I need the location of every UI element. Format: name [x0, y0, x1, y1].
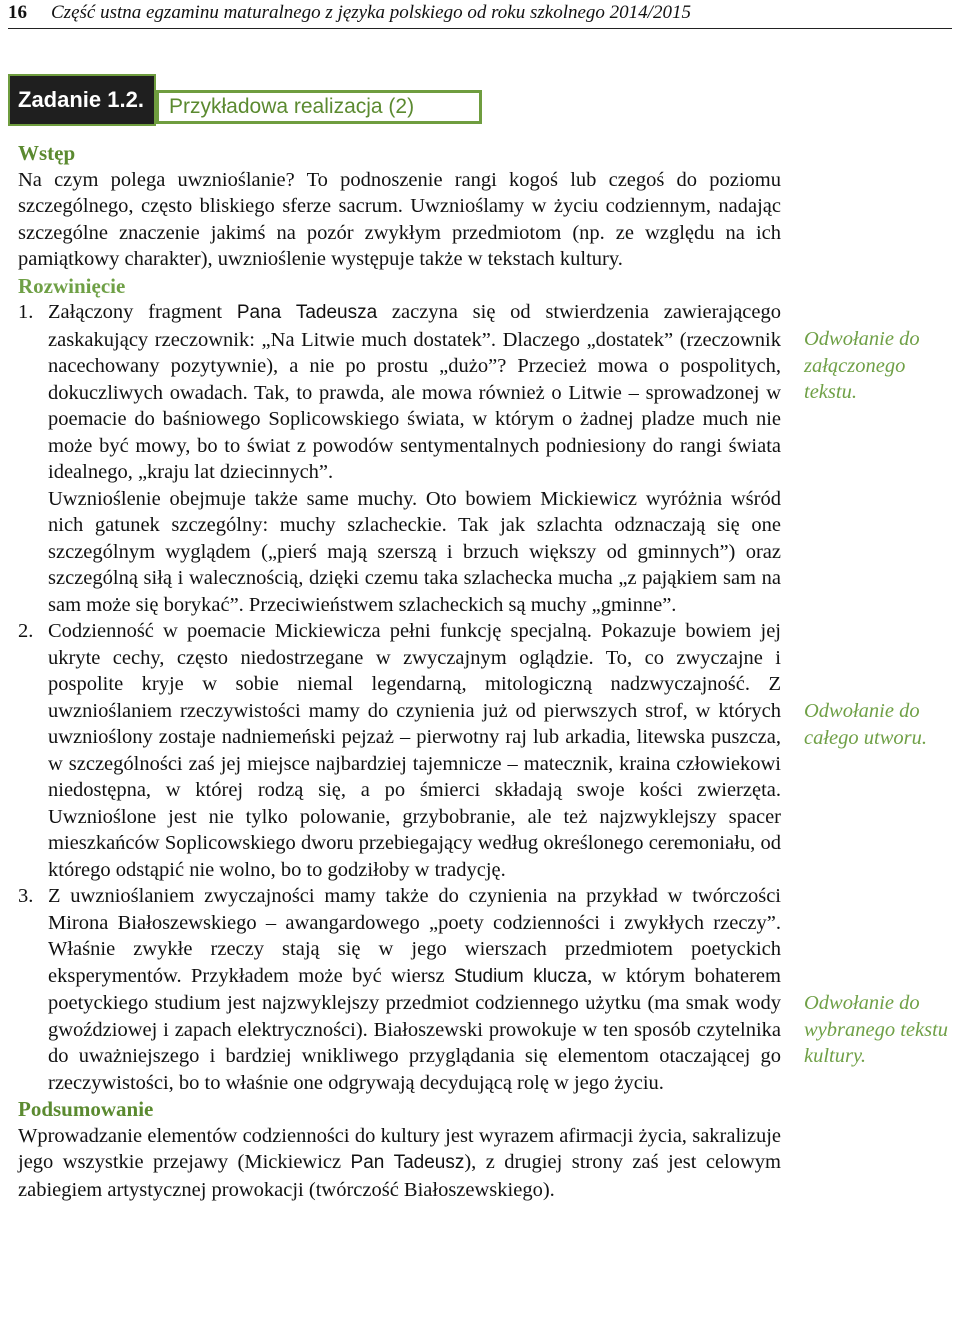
work-title: Pan Tadeusz: [350, 1152, 465, 1173]
header-title: Część ustna egzaminu maturalnego z języka polskiego od roku szkolnego 2014/2015: [51, 2, 691, 23]
text-segment: zaczyna się od stwierdzenia zawierającego zaskakujący rzeczownik: „Na Litwie much dostatek”. Dlaczego „dostatek” (rzeczownik nacechowany pozytywnie), a nie po prostu „dużo”? Przecież mowa o pospolitych, dokuczliwych owadach. Tak, to prawda, ale mowa również o Litwie – sprowadzonej w poemacie do baśniowego Soplicowskiego świata, w którym o żadnej pladze much nie może być mowy, bo to świat z powodów sentymentalnych podniesiony do rangi świata idealnego, „kraju lat dziecinnych”.: [48, 301, 781, 483]
work-title: Studium klucza: [454, 965, 588, 987]
task-label: Zadanie 1.2.: [8, 74, 156, 126]
text-segment: Wprowadzanie elementów codzienności do kultury jest wyrazem afirmacji życia, sakralizuje jego wszystkie przejawy (Mickiewicz: [18, 1124, 781, 1173]
work-title: Pana Tadeusza: [236, 302, 378, 323]
margin-note-3: Odwołanie do wybranego tekstu kultury.: [804, 992, 949, 1067]
summary-paragraph: [18, 1123, 781, 1204]
item-number: 2.: [18, 620, 34, 642]
text-segment: ), z drugiej strony zaś jest celowym zabiegiem artystycznej prowokacji (twórczość Białoszewskiego).: [18, 1151, 782, 1201]
item-number: 1.: [18, 301, 34, 323]
margin-note-2: Odwołanie do całego utworu.: [804, 700, 927, 749]
argument-1: [18, 299, 781, 618]
intro-heading: Wstęp: [18, 141, 76, 165]
argument-2-paragraph: Codzienność w poemacie Mickiewicza pełni funkcję specjalną. Pokazuje bowiem jej ukryte cechy, często niedostrzegane w zwyczajnym oglądzie. To, co zwyczajne i pospolite kryje w sobie niemal legendarną, mitologiczną nadzwyczajność. Z uwznioślaniem rzeczywistości mamy do czynienia już od pierwszych strof, w których uwznioślony zostaje nadniemeński pejzaż – pierwotny raj lub arkadia, litewska puszcza, w szczególności zaś jej miejsce najbardziej tajemnicze – matecznik, kraina człowiekowi niedostępna, w której rodzą się, a po śmierci składają swoje kości zwierzęta. Uwznioślone jest nie tylko polowanie, grzybobranie, ale też najzwyklejszy spacer mieszkańców Soplicowskiego dworu przebiegający według określonego ceremoniału, od którego odstąpić nie wolno, bo to godziłoby w tradycję.: [48, 620, 781, 881]
argument-2: [18, 618, 781, 883]
item-number: 3.: [18, 885, 34, 907]
argument-1-paragraph-a: [48, 299, 781, 486]
argument-3-paragraph: [48, 883, 781, 1096]
text-segment: , w którym bohaterem poetyckiego studium jest najzwyklejszy przedmiot codziennego użytku (ma smak wody gwoździowej i zapach elektryczności). Białoszewski prowokuje w ten sposób czytelnika do uważniejszego i bardziej wnikliwego przyglądania się elementom otaczającej go rzeczywistości, bo to właśnie one odgrywają decydującą rolę w jego życiu.: [48, 964, 781, 1094]
intro-paragraph: Na czym polega uwznioślanie? To podnoszenie rangi kogoś lub czegoś do poziomu szczególnego, często bliskiego sferze sacrum. Uwznioślamy w życiu codziennym, nadając szczególne znaczenie jakimś na pozór zwykłym przedmiotom (np. ze względu na ich pamiątkowy charakter), uwznioślenie występuje także w tekstach kultury.: [18, 168, 781, 270]
body-heading: Rozwinięcie: [18, 273, 126, 298]
page-number: 16: [8, 2, 27, 23]
text-segment: Z uwznioślaniem zwyczajności mamy także do czynienia na przykład w twórczości Mirona Białoszewskiego – awangardowego „poety codzienności i zwykłych rzeczy”. Właśnie zwykłe rzeczy stają się w jego wierszach przedmiotem poetyckich eksperymentów. Przykładem może być wiersz: [48, 885, 781, 987]
summary-heading: Podsumowanie: [18, 1097, 154, 1121]
argument-1-paragraph-b: Uwznioślenie obejmuje także same muchy. Oto bowiem Mickiewicz wyróżnia wśród nich gatunek szczególny: muchy szlacheckie. Tak jak szlachta odznaczają się one szczególnym wyglądem („pierś mają szerszą i brzuch większy od gminnych”) oraz szczególną siłą i walecznością, dzięki czemu taka szlachecka mucha „z pająkiem sam na sam może się borykać”. Przeciwieństwem szlacheckich są muchy „gminne”.: [48, 487, 781, 616]
essay-body: [18, 140, 781, 1203]
task-subtitle: Przykładowa realizacja (2): [156, 90, 482, 124]
margin-note-1: Odwołanie do załączonego tekstu.: [804, 328, 920, 403]
page-header: [8, 0, 952, 29]
argument-3: [18, 883, 781, 1096]
text-segment: Załączony fragment: [48, 301, 237, 323]
